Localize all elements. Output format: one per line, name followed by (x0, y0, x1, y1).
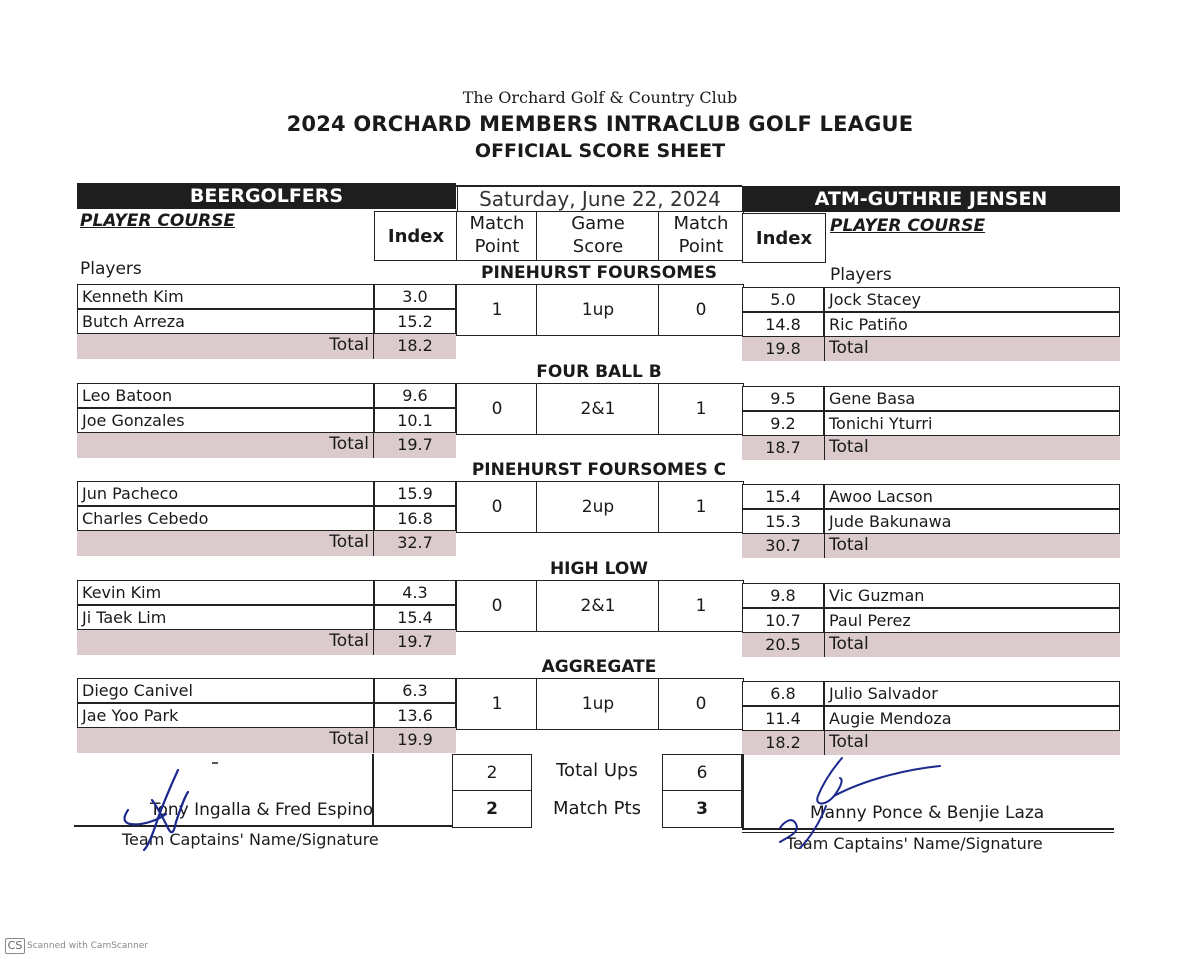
left-match-point: 0 (456, 383, 538, 435)
game-score: 1up (536, 678, 660, 730)
right-player-name: Jude Bakunawa (824, 509, 1120, 534)
right-total-label: Total (824, 534, 1120, 558)
left-match-point: 1 (456, 678, 538, 730)
left-players-label: Players (80, 259, 142, 279)
game-score: 2up (536, 481, 660, 533)
left-match-pts: 2 (452, 790, 532, 828)
right-player-name: Awoo Lacson (824, 484, 1120, 509)
left-signature-scribble (118, 762, 198, 857)
left-player-index: 3.0 (374, 284, 456, 309)
left-player-name: Charles Cebedo (77, 506, 374, 531)
left-player-index: 9.6 (374, 383, 456, 408)
total-ups-label: Total Ups (556, 760, 638, 781)
game-score: 2&1 (536, 383, 660, 435)
right-player-index: 10.7 (742, 608, 824, 633)
left-player-index: 4.3 (374, 580, 456, 605)
left-match-point-header (456, 211, 538, 261)
right-player-name: Ric Patiño (824, 312, 1120, 337)
left-match-point: 0 (456, 580, 538, 632)
right-player-name: Augie Mendoza (824, 706, 1120, 731)
right-team-name: ATM-GUTHRIE JENSEN (742, 186, 1120, 212)
right-team-total: 30.7 (742, 534, 824, 558)
left-index-header: Index (374, 211, 458, 261)
right-team-total: 20.5 (742, 633, 824, 657)
left-team-total: 19.9 (374, 728, 456, 753)
right-player-index: 14.8 (742, 312, 824, 337)
left-team-total: 19.7 (374, 630, 456, 655)
point-label: Point (474, 236, 520, 257)
right-players-label: Players (830, 265, 892, 285)
right-index-header: Index (742, 213, 826, 263)
match-label: Match (469, 213, 525, 234)
left-total-label: Total (77, 630, 374, 655)
right-total-label: Total (824, 731, 1120, 755)
point-label: Point (678, 236, 724, 257)
left-player-name: Kenneth Kim (77, 284, 374, 309)
right-signature-scribble (760, 752, 960, 862)
left-player-name: Kevin Kim (77, 580, 374, 605)
right-player-name: Tonichi Yturri (824, 411, 1120, 436)
right-match-point: 1 (658, 580, 744, 632)
left-player-index: 15.4 (374, 605, 456, 630)
right-match-point: 1 (658, 481, 744, 533)
left-player-index: 10.1 (374, 408, 456, 433)
right-captain-label: Team Captains' Name/Signature (786, 834, 1043, 853)
right-player-name: Jock Stacey (824, 287, 1120, 312)
stray-mark (212, 762, 218, 764)
right-player-index: 9.8 (742, 583, 824, 608)
right-player-name: Julio Salvador (824, 681, 1120, 706)
left-player-index: 15.2 (374, 309, 456, 334)
left-total-ups: 2 (452, 754, 532, 792)
right-match-point: 1 (658, 383, 744, 435)
left-player-name: Jun Pacheco (77, 481, 374, 506)
left-player-index: 13.6 (374, 703, 456, 728)
left-player-index: 6.3 (374, 678, 456, 703)
right-team-total: 19.8 (742, 337, 824, 361)
right-player-course-label: PLAYER COURSE (830, 216, 986, 236)
score-label: Score (572, 236, 624, 257)
right-player-index: 15.3 (742, 509, 824, 534)
game-label: Game (571, 213, 625, 234)
right-match-point: 0 (658, 678, 744, 730)
match-format-title: PINEHURST FOURSOMES C (471, 460, 727, 480)
right-player-index: 15.4 (742, 484, 824, 509)
league-title: 2024 ORCHARD MEMBERS INTRACLUB GOLF LEAGUE (286, 112, 914, 136)
right-match-point-header (658, 211, 744, 261)
match-date: Saturday, June 22, 2024 (457, 186, 743, 212)
left-team-name: BEERGOLFERS (77, 183, 456, 209)
game-score-header (536, 211, 660, 261)
right-player-index: 11.4 (742, 706, 824, 731)
right-total-ups: 6 (662, 754, 742, 792)
match-format-title: AGGREGATE (541, 657, 657, 677)
club-name: The Orchard Golf & Country Club (462, 88, 738, 107)
match-pts-label: Match Pts (553, 798, 641, 819)
left-player-index: 15.9 (374, 481, 456, 506)
left-player-name: Diego Canivel (77, 678, 374, 703)
sheet-title: OFFICIAL SCORE SHEET (474, 140, 726, 162)
camscanner-logo: CS (5, 938, 25, 954)
left-match-point: 1 (456, 284, 538, 336)
right-team-total: 18.7 (742, 436, 824, 460)
left-player-index: 16.8 (374, 506, 456, 531)
match-label: Match (673, 213, 729, 234)
left-player-name: Joe Gonzales (77, 408, 374, 433)
left-team-total: 32.7 (374, 531, 456, 556)
match-format-title: HIGH LOW (549, 559, 649, 579)
right-match-point: 0 (658, 284, 744, 336)
left-player-name: Leo Batoon (77, 383, 374, 408)
left-captain-names: Tony Ingalla & Fred Espino (150, 800, 374, 820)
right-team-total: 18.2 (742, 731, 824, 755)
right-player-index: 5.0 (742, 287, 824, 312)
match-format-title: PINEHURST FOURSOMES (481, 263, 717, 283)
match-format-title: FOUR BALL B (536, 362, 662, 382)
left-total-label: Total (77, 728, 374, 753)
left-match-point: 0 (456, 481, 538, 533)
camscanner-watermark: Scanned with CamScanner (27, 941, 149, 951)
left-captain-label: Team Captains' Name/Signature (122, 830, 379, 849)
right-player-name: Gene Basa (824, 386, 1120, 411)
left-total-label: Total (77, 531, 374, 556)
left-player-name: Jae Yoo Park (77, 703, 374, 728)
right-match-pts: 3 (662, 790, 742, 828)
left-player-name: Butch Arreza (77, 309, 374, 334)
left-player-course-label: PLAYER COURSE (80, 211, 236, 231)
right-player-name: Vic Guzman (824, 583, 1120, 608)
right-total-label: Total (824, 436, 1120, 460)
left-team-total: 19.7 (374, 433, 456, 458)
right-captain-divider (742, 754, 744, 830)
left-team-total: 18.2 (374, 334, 456, 359)
right-total-label: Total (824, 633, 1120, 657)
game-score: 2&1 (536, 580, 660, 632)
left-total-label: Total (77, 334, 374, 359)
right-total-label: Total (824, 337, 1120, 361)
right-player-index: 6.8 (742, 681, 824, 706)
right-player-index: 9.5 (742, 386, 824, 411)
game-score: 1up (536, 284, 660, 336)
right-captain-names: Manny Ponce & Benjie Laza (810, 803, 1045, 823)
right-player-index: 9.2 (742, 411, 824, 436)
left-player-name: Ji Taek Lim (77, 605, 374, 630)
left-total-label: Total (77, 433, 374, 458)
right-player-name: Paul Perez (824, 608, 1120, 633)
